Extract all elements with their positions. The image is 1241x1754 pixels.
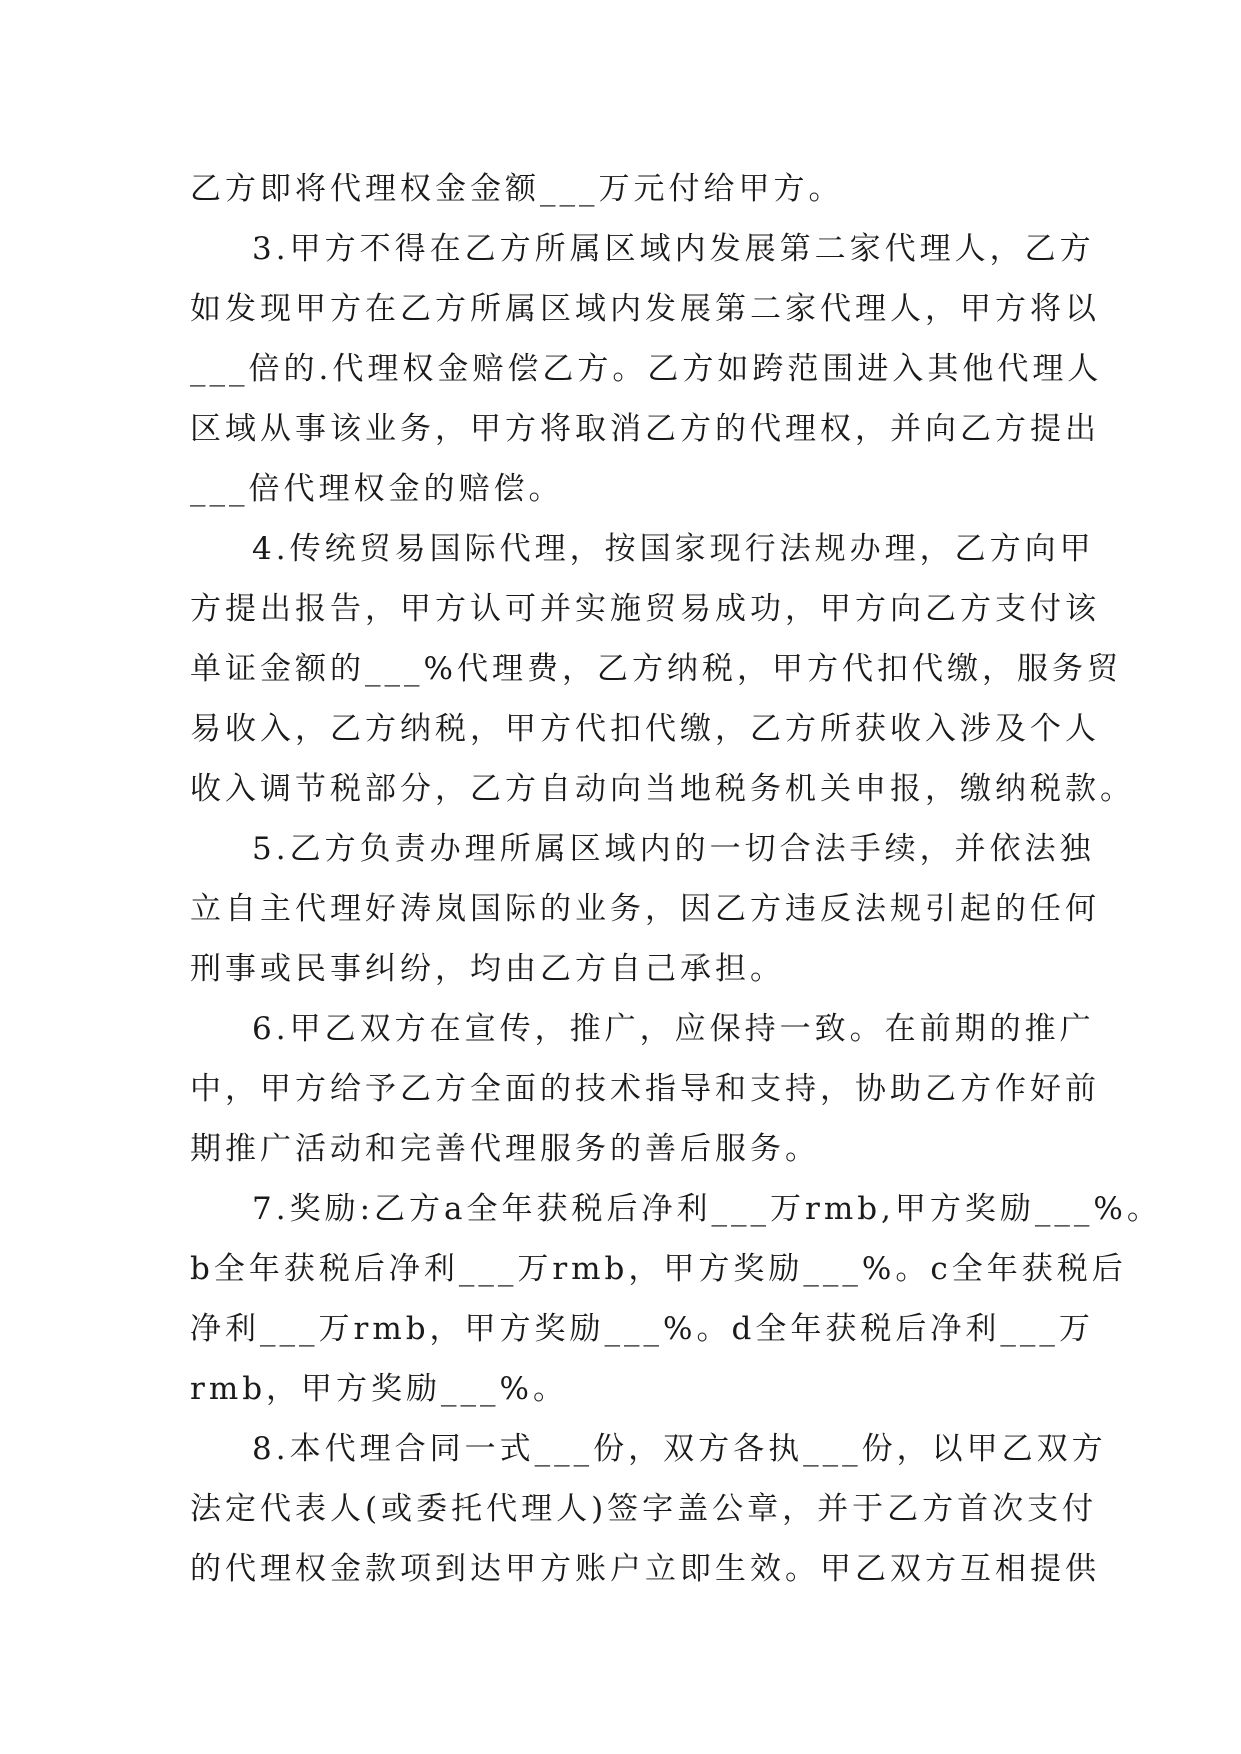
text-line: 刑事或民事纠纷，均由乙方自己承担。 (190, 951, 785, 987)
text-line: 方提出报告，甲方认可并实施贸易成功，甲方向乙方支付该 (190, 591, 1100, 627)
text-line: 8.本代理合同一式___份，双方各执___份，以甲乙双方 (252, 1431, 1107, 1467)
text-line: 3.甲方不得在乙方所属区域内发展第二家代理人，乙方 (252, 231, 1095, 267)
text-line: 单证金额的___%代理费，乙方纳税，甲方代扣代缴，服务贸 (190, 651, 1122, 687)
text-line: 收入调节税部分，乙方自动向当地税务机关申报，缴纳税款。 (190, 771, 1135, 807)
text-line: 法定代表人(或委托代理人)签字盖公章，并于乙方首次支付 (190, 1491, 1098, 1527)
text-line: rmb，甲方奖励___%。 (190, 1371, 569, 1407)
text-line: 如发现甲方在乙方所属区域内发展第二家代理人，甲方将以 (190, 291, 1100, 327)
text-line: 立自主代理好涛岚国际的业务，因乙方违反法规引起的任何 (190, 891, 1100, 927)
text-line: 6.甲乙双方在宣传，推广，应保持一致。在前期的推广 (252, 1011, 1095, 1047)
text-line: b全年获税后净利___万rmb，甲方奖励___%。c全年获税后 (190, 1251, 1127, 1287)
text-line: 易收入，乙方纳税，甲方代扣代缴，乙方所获收入涉及个人 (190, 711, 1100, 747)
text-line: 区域从事该业务，甲方将取消乙方的代理权，并向乙方提出 (190, 411, 1100, 447)
text-line: 净利___万rmb，甲方奖励___%。d全年获税后净利___万 (190, 1311, 1094, 1347)
text-line: 7.奖励:乙方a全年获税后净利___万rmb,甲方奖励___%。 (252, 1191, 1162, 1227)
text-line: 乙方即将代理权金金额___万元付给甲方。 (190, 171, 844, 207)
text-line: 的代理权金款项到达甲方账户立即生效。甲乙双方互相提供 (190, 1551, 1100, 1587)
text-line: ___倍的.代理权金赔偿乙方。乙方如跨范围进入其他代理人 (190, 351, 1103, 387)
document-body (190, 159, 1162, 1599)
text-line: 期推广活动和完善代理服务的善后服务。 (190, 1131, 820, 1167)
text-line: ___倍代理权金的赔偿。 (190, 471, 564, 507)
text-line: 4.传统贸易国际代理，按国家现行法规办理，乙方向甲 (252, 531, 1095, 567)
text-line: 5.乙方负责办理所属区域内的一切合法手续，并依法独 (252, 831, 1095, 867)
text-line: 中，甲方给予乙方全面的技术指导和支持，协助乙方作好前 (190, 1071, 1100, 1107)
